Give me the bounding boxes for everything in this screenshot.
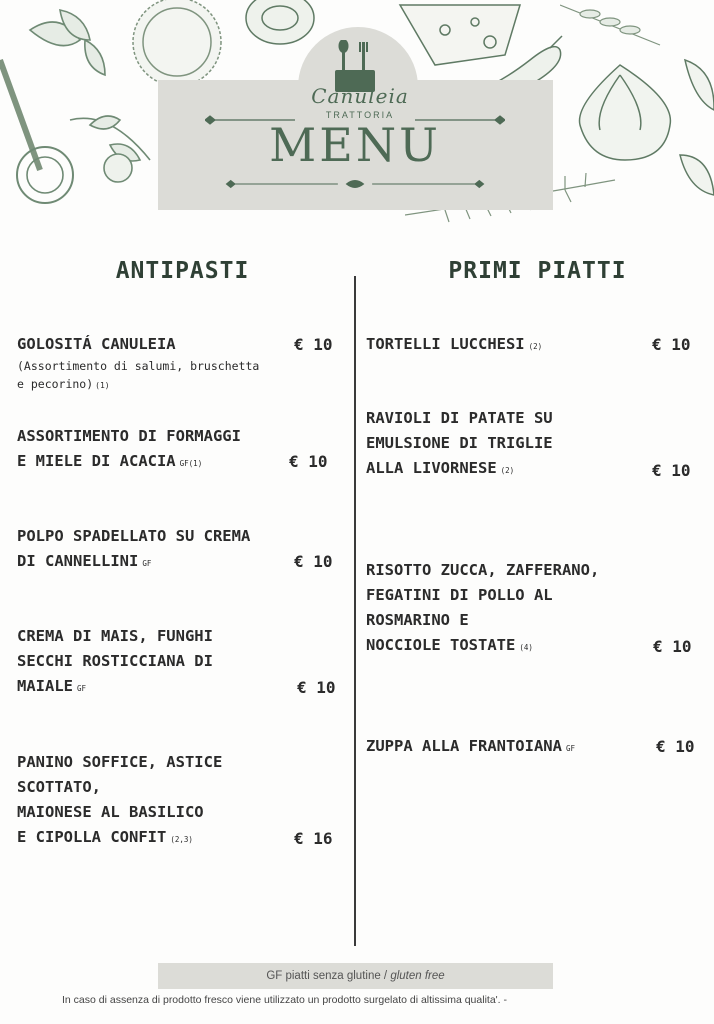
- dish-price: € 10: [653, 637, 692, 656]
- antipasto-dish-1: [17, 332, 259, 395]
- dish-price: € 10: [652, 461, 691, 480]
- allergen-note: (2,3): [170, 835, 193, 844]
- wheat-illustration-icon: [560, 0, 714, 60]
- allergen-note: (2): [528, 342, 543, 351]
- allergen-note: GF: [565, 744, 575, 753]
- allergen-note: GF: [77, 684, 87, 693]
- dish-name: CREMA DI MAIS, FUNGHI: [17, 627, 213, 645]
- allergen-note: GF: [142, 559, 152, 568]
- dish-price: € 10: [297, 678, 336, 697]
- allergen-note: (2): [500, 466, 515, 475]
- dish-name: MAIALE: [17, 677, 73, 695]
- primi-piatti-heading: PRIMI PIATTI: [448, 258, 627, 284]
- dish-name: NOCCIOLE TOSTATE: [366, 636, 516, 654]
- cheese-illustration-icon: [395, 0, 535, 70]
- allergen-note: (4): [519, 643, 533, 652]
- allergen-note: GF(1): [179, 459, 203, 468]
- dish-description: (Assortimento di salumi, bruschetta: [17, 359, 260, 373]
- dish-price: € 10: [652, 335, 691, 354]
- dish-name: SCOTTATO,: [17, 778, 101, 796]
- antipasti-heading: ANTIPASTI: [115, 258, 250, 284]
- antipasto-dish-4: [17, 624, 213, 701]
- herb-illustration-icon: [0, 0, 160, 230]
- dish-name: ASSORTIMENTO DI FORMAGGI: [17, 427, 241, 445]
- dish-name: DI CANNELLINI: [17, 552, 139, 570]
- dish-name: RAVIOLI DI PATATE SU: [366, 409, 553, 427]
- dish-name: TORTELLI LUCCHESI: [366, 335, 525, 353]
- primo-dish-3: [366, 558, 599, 660]
- dish-name: GOLOSITÁ CANULEIA: [17, 335, 176, 353]
- dish-name: ALLA LIVORNESE: [366, 459, 497, 477]
- dish-name: POLPO SPADELLATO SU CREMA: [17, 527, 251, 545]
- column-divider: [354, 276, 356, 946]
- dish-name: MAIONESE AL BASILICO: [17, 803, 204, 821]
- dish-name: RISOTTO ZUCCA, ZAFFERANO,: [366, 561, 600, 579]
- dish-price: € 16: [294, 829, 333, 848]
- dish-price: € 10: [294, 335, 333, 354]
- dish-description: e pecorino) (1): [17, 377, 110, 391]
- brand-name: Canuleia: [311, 84, 409, 108]
- gluten-free-legend: [158, 963, 553, 989]
- primo-dish-1: [366, 332, 542, 359]
- dish-name: E MIELE DI ACACIA: [17, 452, 176, 470]
- dish-name: SECCHI ROSTICCIANA DI: [17, 652, 213, 670]
- allergen-note: (1): [95, 381, 110, 390]
- onion-illustration-icon: [570, 55, 714, 215]
- dish-price: € 10: [656, 737, 695, 756]
- dish-name: ROSMARINO E: [366, 611, 469, 629]
- menu-title: MENU: [269, 118, 441, 172]
- dish-name: ZUPPA ALLA FRANTOIANA: [366, 737, 562, 755]
- dish-name: E CIPOLLA CONFIT: [17, 828, 167, 846]
- dish-price: € 10: [289, 452, 328, 471]
- gf-legend-text: GF piatti senza glutine /: [266, 970, 391, 982]
- dish-price: € 10: [294, 552, 333, 571]
- brand-subtitle: TRATTORIA: [325, 110, 395, 120]
- antipasto-dish-5: [17, 750, 222, 852]
- gf-legend-italic: gluten free: [390, 970, 445, 982]
- bottom-ornament-icon: [205, 178, 505, 190]
- primo-dish-2: [366, 406, 553, 483]
- dish-name: FEGATINI DI POLLO AL: [366, 586, 553, 604]
- antipasto-dish-2: [17, 424, 241, 476]
- antipasto-dish-3: [17, 524, 250, 576]
- dish-name: EMULSIONE DI TRIGLIE: [366, 434, 553, 452]
- tomato-illustration-icon: [240, 0, 320, 50]
- primo-dish-4: [366, 734, 575, 761]
- dish-name: PANINO SOFFICE, ASTICE: [17, 753, 223, 771]
- frozen-product-note: In caso di assenza di prodotto fresco viene utilizzato un prodotto surgelato di altissima qualita'. -: [62, 994, 507, 1006]
